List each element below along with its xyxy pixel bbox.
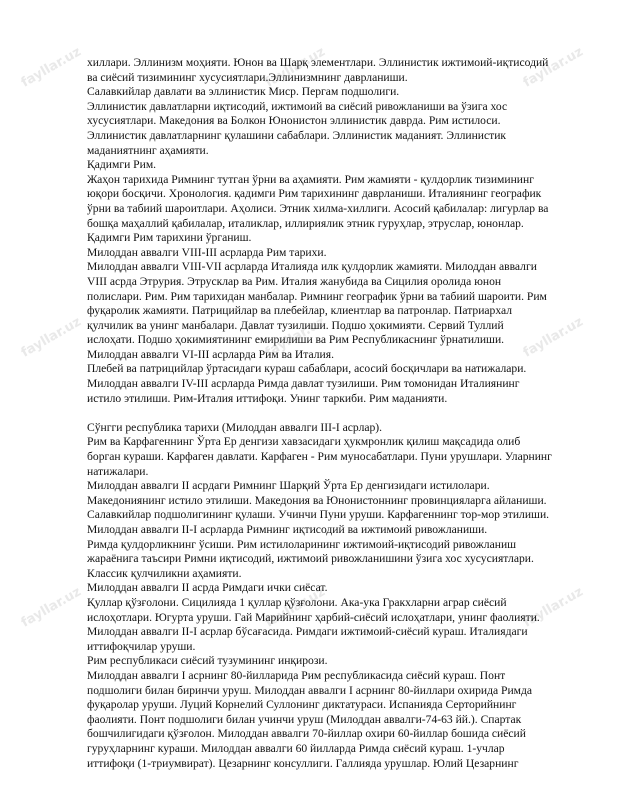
text-line: Қуллар қўзғолони. Сицилияда 1 қуллар қўзғолони. Ака-ука Гракхларни аграр сиёсий	[87, 595, 507, 609]
text-line: Салавкийлар давлати ва эллинистик Миср. Пергам подшолиги.	[87, 85, 400, 99]
watermark: fayllar.uz	[18, 584, 84, 631]
watermark: fayllar.uz	[262, 314, 328, 361]
text-line: юқори босқичи. Хронология. қадимги Рим тарихининг даврланиши. Италиянинг географик	[87, 187, 542, 201]
text-line: Эллинистик давлатларни иқтисодий, ижтимоий ва сиёсий ривожланиши ва ўзига хос	[87, 99, 508, 113]
text-line: жараёнига таъсири Римни иқтисодий, ижтимоий ривожланишини ўзига хос хусусиятлари.	[87, 552, 534, 566]
section-heading: Рим республикаси сиёсий тузумининг инқирози.	[87, 654, 328, 668]
document-page	[87, 56, 567, 771]
text-line: Эллинистик давлатларнинг қулашини сабаблари. Эллинистик маданият. Эллинистик	[87, 128, 507, 142]
text-line: Қадимги Рим тарихини ўрганиш.	[87, 231, 252, 245]
text-line: натижалари.	[87, 464, 149, 478]
section-heading: Қадимги Рим.	[87, 158, 157, 172]
watermark: fayllar.uz	[520, 44, 586, 91]
text-line: истило этилиши. Рим-Италия иттифоқи. Унинг таркиби. Рим маданияти.	[87, 391, 448, 405]
text-line: қулчилик ва унинг манбалари. Давлат тузилиши. Подшо ҳокимияти. Сервий Туллий	[87, 318, 504, 332]
section-heading: Милоддан аввалги II асрда Римдаги ички сиёсат.	[87, 581, 328, 595]
text-line: ислоҳати. Подшо ҳокимиятининг емирилиши ва Рим Республикаснинг ўрнатилиши.	[87, 333, 505, 347]
text-line: гуруҳларнинг кураши. Милоддан аввалги 60 йилларда Римда сиёсий кураш. 1-учлар	[87, 741, 505, 755]
text-line: Салавкийлар подшолигининг қулаши. Учинчи Пуни уруши. Карфагеннинг тор-мор этилиши.	[87, 508, 550, 522]
watermark: fayllar.uz	[262, 584, 328, 631]
text-line: Римда қулдорликнинг ўсиши. Рим истилоларининг ижтимоий-иқтисодий ривожланиш	[87, 537, 517, 551]
text-line: фаолияти. Понт подшолиги билан учинчи уруш (Милоддан аввалги-74-63 йй.). Спартак	[87, 712, 522, 726]
text-line: полислари. Рим. Рим тарихидан манбалар. Римнинг географик ўрни ва табиий шароити. Рим	[87, 289, 547, 303]
text-line: Рим ва Карфагеннинг Ўрта Ер денгизи хавзасидаги ҳукмронлик қилиш мақсадида олиб	[87, 435, 521, 449]
watermark: fayllar.uz	[18, 44, 84, 91]
text-line: хиллари. Эллинизм моҳияти. Юнон ва Шарқ элементлари. Эллинистик ижтимоий-иқтисодий	[87, 56, 549, 69]
blank-line	[87, 406, 567, 421]
text-line: Плебей ва патрицийлар ўртасидаги кураш сабаблари, асосий босқичлари ва натижалари.	[87, 362, 527, 376]
watermark: fayllar.uz	[262, 44, 328, 91]
text-line: Милоддан аввалги II-I асрлар бўсағасида. Римдаги ижтимоий-сиёсий кураш. Италиядаги	[87, 625, 528, 639]
text-line: бошчилигидаги қўзғолон. Милоддан аввалги 70-йиллар охири 60-йиллар бошида сиёсий	[87, 727, 526, 741]
text-line: иттифоқи (1-триумвират). Цезарнинг консуллиги. Галлияда урушлар. Юлий Цезарнинг	[87, 756, 519, 770]
watermark: fayllar.uz	[18, 314, 84, 361]
text-line: борган кураши. Карфаген давлати. Карфаген - Рим муносабатлари. Пуни урушлари. Уларнинг	[87, 450, 552, 464]
text-line: VIII асрда Этрурия. Этрусклар ва Рим. Италия жанубида ва Сицилия оролида юнон	[87, 274, 502, 288]
section-heading: Милоддан аввалги VI-III асрларда Рим ва Италия.	[87, 347, 334, 361]
text-line: Жаҳон тарихида Римнинг тутган ўрни ва аҳамияти. Рим жамияти - қулдорлик тизимининг	[87, 172, 534, 186]
section-heading: Милоддан аввалги II-I асрларда Римнинг иқтисодий ва ижтимоий ривожланиши.	[87, 523, 488, 536]
section-heading: Сўнгги республика тарихи (Милоддан аввалги III-I асрлар).	[87, 420, 383, 434]
text-line: хусусиятлари. Македония ва Болкон Юнонистон эллинистик даврда. Рим истилоси.	[87, 114, 501, 128]
text-line: ислоҳотлари. Югурта уруши. Гай Марийнинг ҳарбий-сиёсий ислоҳатлари, унинг фаолияти.	[87, 610, 540, 624]
watermark: fayllar.uz	[520, 584, 586, 631]
section-heading: Милоддан аввалги II асрдаги Римнинг Шарқий Ўрта Ер денгизидаги истилолари.	[87, 479, 490, 493]
text-line: Милоддан аввалги VIII-VII асрларда Италияда илк қулдорлик жамияти. Милоддан аввалги	[87, 260, 537, 274]
text-line: Милоддан аввалги I асрнинг 80-йилларида Рим республикасида сиёсий кураш. Понт	[87, 668, 506, 682]
text-line: Македониянинг истило этилиши. Македония ва Юнонистоннинг провинцияларга айланиши.	[87, 493, 547, 507]
text-line: маданиятнинг аҳамияти.	[87, 143, 209, 157]
text-line: фуқаролик жамияти. Патрицийлар ва плебейлар, клиентлар ва патронлар. Патриархал	[87, 304, 513, 318]
text-line: ва сиёсий тизимининг хусусиятлари.Эллинизмнинг даврланиши.	[87, 70, 408, 84]
text-line: ўрни ва табиий шароитлари. Аҳолиси. Этник хилма-хиллиги. Асосий қабилалар: лигурлар ва	[87, 201, 549, 215]
text-line: фуқаролар уруши. Луций Корнелий Суллонинг диктатураси. Испанияда Серторийнинг	[87, 698, 517, 712]
text-line: Классик қулчиликни аҳамияти.	[87, 566, 242, 580]
text-line: подшолиги билан биринчи уруш. Милоддан аввалги I асрнинг 80-йиллари охирида Римда	[87, 683, 533, 697]
text-line: иттифоқчилар уруши.	[87, 639, 196, 653]
watermark: fayllar.uz	[520, 314, 586, 361]
section-heading: Милоддан аввалги VIII-III асрларда Рим тарихи.	[87, 245, 327, 259]
text-line: бошқа маҳаллий қабилалар, италиклар, иллириялик этник гуруҳлар, этруслар, юнонлар.	[87, 216, 524, 230]
text-line: Милоддан аввалги IV-III асрларда Римда давлат тузилиши. Рим томонидан Италиянинг	[87, 377, 520, 391]
